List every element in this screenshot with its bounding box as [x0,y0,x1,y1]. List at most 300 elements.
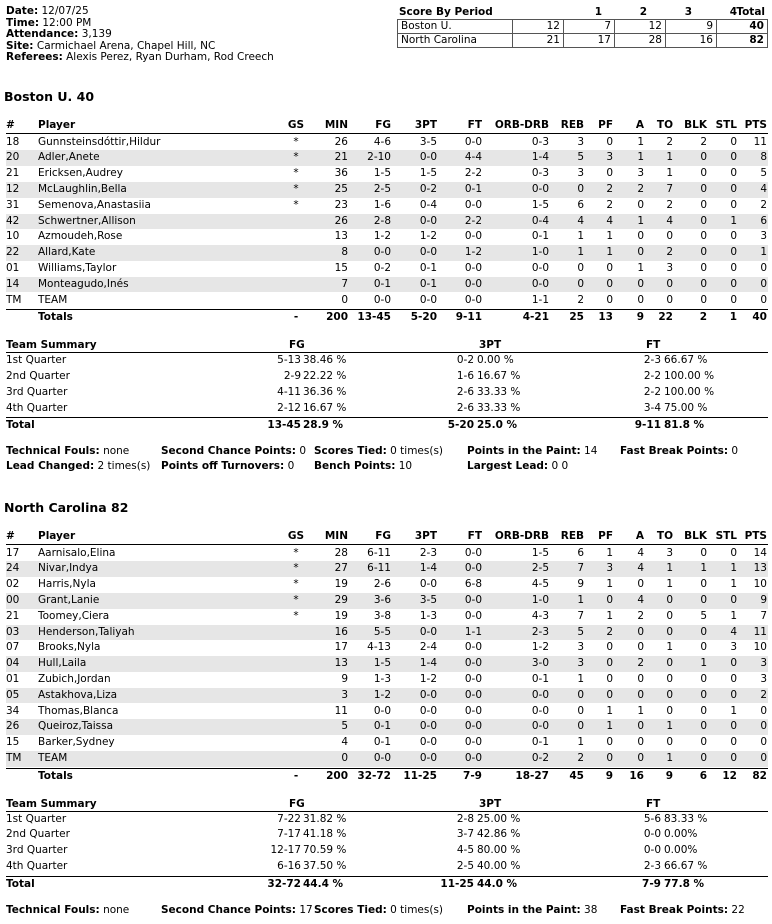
cell-blk: 0 [700,214,707,227]
cell-to: 2 [666,198,673,211]
cell-fg: 0-0 [373,246,391,259]
header-player: Player [38,530,76,542]
cell-num: 02 [6,578,20,591]
cell-pts: 10 [753,578,767,591]
cell-reb: 1 [577,593,584,606]
score-total: 40 [717,20,768,34]
cell-pf: 0 [606,293,613,306]
summary-tp: 2-5 [456,859,474,872]
cell-orb-drb: 0-1 [531,230,549,243]
misc-tied-label: Scores Tied: [314,903,387,916]
cell-num: TM [6,293,22,306]
cell-orb-drb: 3-0 [531,657,549,670]
quarter-row [6,859,768,875]
cell-blk: 1 [700,562,707,575]
cell-orb-drb: 0-0 [531,277,549,290]
cell-to: 3 [666,261,673,274]
cell-min: 19 [334,578,348,591]
misc-tech-label: Technical Fouls: [6,445,100,458]
misc-turnover [161,460,294,472]
cell-orb-drb: 0-0 [531,720,549,733]
cell-fg: 0-2 [373,261,391,274]
score-cell: 21 [513,34,564,48]
cell-pts: 7 [760,609,767,622]
cell-stl: 0 [730,720,737,733]
header-blk: BLK [684,119,707,131]
totals-row [6,309,768,326]
cell-pf: 0 [606,167,613,180]
player-row [6,751,768,767]
cell-fg: 3-6 [373,593,391,606]
cell-ft: 0-0 [464,198,482,211]
cell-a: 4 [637,546,644,559]
cell-num: 01 [6,261,20,274]
cell-pf: 1 [606,720,613,733]
header-to: TO [656,530,673,542]
misc-fast-value: 22 [731,903,745,916]
cell-stl: 0 [730,230,737,243]
cell-pf: 0 [606,135,613,148]
cell-pf: 0 [606,688,613,701]
cell-min: 15 [334,261,348,274]
cell-reb: 3 [577,641,584,654]
cell-reb: 0 [577,720,584,733]
cell-min: 200 [326,311,348,324]
summary-fgp: 16.67 % [303,401,347,414]
cell-num: 26 [6,720,20,733]
cell-reb: 4 [577,214,584,227]
header-stl: STL [715,530,737,542]
cell-pf: 2 [606,625,613,638]
cell-min: 9 [341,672,348,685]
cell-pts: 3 [760,657,767,670]
cell-fg: 1-2 [373,688,391,701]
header-ft: FT [467,119,482,131]
cell-a: 16 [629,769,644,782]
cell-orb-drb: 0-0 [531,261,549,274]
misc-tech-value: none [103,903,130,916]
header-player: Player [38,119,76,131]
cell-tpt: 0-0 [419,246,437,259]
summary-ftp: 77.8 % [664,877,705,890]
cell-gs: * [293,546,299,559]
cell-a: 2 [637,657,644,670]
cell-num: 03 [6,625,20,638]
cell-pts: 5 [760,167,767,180]
cell-a: 0 [637,751,644,764]
cell-to: 2 [666,135,673,148]
cell-num: 18 [6,135,20,148]
cell-reb: 1 [577,230,584,243]
summary-fg: 2-9 [283,369,301,382]
misc-lead-changed [6,460,150,472]
cell-to: 22 [658,311,673,324]
summary-3pt-header: 3PT [479,797,502,810]
cell-stl: 0 [730,167,737,180]
cell-orb-drb: 2-5 [531,562,549,575]
header-pts: PTS [744,530,767,542]
header-stl: STL [715,119,737,131]
cell-fg: 1-5 [373,167,391,180]
cell-stl: 4 [730,625,737,638]
summary-tp: 2-6 [456,401,474,414]
cell-ft: 0-0 [464,593,482,606]
cell-stl: 1 [730,609,737,622]
misc-tied [314,445,443,457]
summary-fg: 5-13 [277,354,301,367]
cell-a: 0 [637,720,644,733]
cell-min: 16 [334,625,348,638]
cell-to: 7 [666,182,673,195]
cell-a: 9 [636,311,644,324]
cell-gs: * [293,135,299,148]
cell-player: Nivar,Indya [38,562,99,575]
score-cell: 12 [513,20,564,34]
cell-reb: 2 [577,751,584,764]
cell-reb: 45 [569,769,584,782]
cell-min: 11 [334,704,348,717]
misc-second-value: 0 [299,445,306,458]
score-cell: 16 [666,34,717,48]
cell-fg: 0-1 [373,736,391,749]
header-gs: GS [287,119,305,131]
cell-stl: 1 [730,214,737,227]
cell-reb: 5 [577,151,584,164]
misc-tied-label: Scores Tied: [314,445,387,458]
cell-a: 4 [637,593,644,606]
cell-to: 1 [666,151,673,164]
score-by-period-title: Score By Period [399,6,493,18]
cell-pf: 2 [606,182,613,195]
player-row [6,277,768,293]
summary-fg: 7-22 [277,812,301,825]
cell-pts: 9 [760,593,767,606]
cell-a: 1 [637,214,644,227]
summary-ftp: 66.67 % [664,859,708,872]
summary-ft: 2-3 [643,859,661,872]
cell-tpt: 0-0 [419,293,437,306]
summary-ft: 2-2 [643,385,661,398]
misc-lead-changed-label: Lead Changed: [6,460,95,473]
cell-stl: 0 [730,293,737,306]
cell-min: 4 [341,736,348,749]
misc-bench-label: Bench Points: [314,460,396,473]
cell-stl: 0 [730,261,737,274]
cell-blk: 0 [700,293,707,306]
summary-ft: 3-4 [643,401,661,414]
cell-orb-drb: 1-4 [531,151,549,164]
summary-label: 1st Quarter [6,812,67,825]
cell-a: 3 [637,167,644,180]
cell-min: 13 [334,657,348,670]
cell-to: 1 [666,578,673,591]
summary-fg: 4-11 [277,385,301,398]
cell-min: 17 [334,641,348,654]
date-label: Date: [6,5,39,17]
cell-pf: 0 [606,736,613,749]
team-title: Boston U. 40 [4,89,95,104]
misc-paint-value: 38 [584,903,598,916]
cell-blk: 0 [700,704,707,717]
player-row [6,561,768,577]
cell-ft: 0-0 [464,562,482,575]
cell-fg: 0-0 [373,751,391,764]
summary-tpp: 33.33 % [477,385,521,398]
summary-tp: 4-5 [456,844,474,857]
cell-reb: 6 [577,546,584,559]
cell-a: 0 [637,672,644,685]
cell-min: 13 [334,230,348,243]
cell-orb-drb: 0-0 [531,704,549,717]
cell-tpt: 1-5 [419,167,437,180]
cell-min: 27 [334,562,348,575]
cell-min: 19 [334,609,348,622]
cell-to: 3 [666,546,673,559]
quarter-row [6,401,768,417]
header-ft: FT [467,530,482,542]
summary-ftp: 83.33 % [664,812,708,825]
misc-second [161,445,306,457]
cell-min: 3 [341,688,348,701]
summary-fgp: 41.18 % [303,828,347,841]
cell-tpt: 2-4 [419,641,437,654]
stat-header-row [6,118,768,134]
cell-pts: 4 [760,182,767,195]
summary-fgp: 38.46 % [303,354,347,367]
player-row [6,166,768,182]
summary-tpp: 42.86 % [477,828,521,841]
cell-ft: 0-0 [464,657,482,670]
cell-ft: 0-0 [464,672,482,685]
cell-ft: 0-0 [464,277,482,290]
score-by-period [397,6,768,48]
summary-ftp: 100.00 % [664,385,715,398]
summary-label: 2nd Quarter [6,828,70,841]
cell-num: 15 [6,736,20,749]
misc-tech-value: none [103,445,130,458]
misc-second-value: 17 [299,903,313,916]
summary-fg: 7-17 [277,828,301,841]
cell-pts: 10 [753,641,767,654]
summary-3pt-header: 3PT [479,339,502,352]
cell-fg: 2-5 [373,182,391,195]
player-row [6,609,768,625]
cell-gs: * [293,167,299,180]
cell-fg: 0-0 [373,293,391,306]
cell-pts: 0 [760,293,767,306]
cell-stl: 0 [730,151,737,164]
summary-ftp: 66.67 % [664,354,708,367]
cell-stl: 3 [730,641,737,654]
cell-a: 0 [637,198,644,211]
cell-reb: 0 [577,182,584,195]
summary-fg: 32-72 [267,877,301,890]
cell-reb: 0 [577,277,584,290]
summary-total-row [6,876,768,893]
score-team: North Carolina [398,34,513,48]
cell-ft: 0-0 [464,293,482,306]
cell-a: 0 [637,688,644,701]
cell-reb: 2 [577,293,584,306]
team-summary-header [6,797,768,812]
score-row [398,34,768,48]
quarter-row [6,385,768,401]
cell-gs: * [293,182,299,195]
cell-pts: 3 [760,672,767,685]
cell-reb: 1 [577,246,584,259]
cell-a: 1 [637,704,644,717]
cell-a: 0 [637,277,644,290]
header-fg: FG [375,530,391,542]
misc-paint-label: Points in the Paint: [467,903,581,916]
cell-num: 21 [6,167,20,180]
team-title: North Carolina 82 [4,500,129,515]
cell-ft: 0-0 [464,688,482,701]
cell-fg: 1-2 [373,230,391,243]
misc-paint [467,445,597,457]
cell-pf: 2 [606,198,613,211]
cell-pts: 11 [753,625,767,638]
summary-tpp: 16.67 % [477,369,521,382]
summary-ftp: 81.8 % [664,419,705,432]
cell-pts: 0 [760,277,767,290]
cell-num: 21 [6,609,20,622]
cell-to: 0 [666,277,673,290]
cell-min: 28 [334,546,348,559]
cell-pf: 0 [606,277,613,290]
cell-fg: 2-8 [373,214,391,227]
cell-min: 200 [326,769,348,782]
cell-stl: 0 [730,657,737,670]
cell-fg: 6-11 [367,562,391,575]
cell-player: Henderson,Taliyah [38,625,135,638]
header-tpt: 3PT [414,119,437,131]
summary-label: Total [6,877,35,890]
cell-orb-drb: 1-0 [531,246,549,259]
team-summary-header [6,338,768,353]
summary-label: 2nd Quarter [6,369,70,382]
player-row [6,577,768,593]
cell-reb: 7 [577,562,584,575]
cell-blk: 2 [700,135,707,148]
cell-a: 0 [637,246,644,259]
cell-stl: 0 [730,688,737,701]
cell-pf: 3 [606,151,613,164]
cell-tpt: 3-5 [419,135,437,148]
attendance-value: 3,139 [81,28,112,40]
cell-blk: 0 [700,641,707,654]
cell-orb-drb: 1-5 [531,546,549,559]
summary-tp: 11-25 [440,877,474,890]
misc-tech [6,445,129,457]
cell-orb-drb: 0-1 [531,672,549,685]
cell-to: 0 [666,672,673,685]
cell-blk: 0 [700,672,707,685]
cell-ft: 0-0 [464,546,482,559]
cell-player: Queiroz,Taissa [38,720,114,733]
cell-ft: 6-8 [464,578,482,591]
misc-fast-label: Fast Break Points: [620,903,729,916]
cell-fg: 13-45 [357,311,391,324]
cell-pts: 14 [753,546,767,559]
cell-pf: 0 [606,593,613,606]
cell-to: 1 [666,751,673,764]
cell-gs: * [293,198,299,211]
cell-stl: 0 [730,198,737,211]
cell-orb-drb: 18-27 [515,769,549,782]
cell-a: 2 [637,182,644,195]
cell-tpt: 0-0 [419,578,437,591]
header-pf: PF [598,119,613,131]
cell-a: 1 [637,261,644,274]
cell-orb-drb: 0-1 [531,736,549,749]
cell-orb-drb: 4-5 [531,578,549,591]
cell-player: Semenova,Anastasiia [38,198,151,211]
cell-blk: 0 [700,246,707,259]
cell-ft: 2-2 [464,214,482,227]
cell-min: 8 [341,246,348,259]
period-header: 4 [729,6,737,18]
summary-tp: 2-8 [456,812,474,825]
cell-orb-drb: 4-3 [531,609,549,622]
attendance-label: Attendance: [6,28,79,40]
cell-to: 0 [666,593,673,606]
time-value: 12:00 PM [42,16,92,29]
summary-fgp: 70.59 % [303,844,347,857]
cell-blk: 0 [700,751,707,764]
cell-pts: 1 [760,246,767,259]
player-row [6,640,768,656]
cell-reb: 5 [577,625,584,638]
misc-second-label: Second Chance Points: [161,445,296,458]
summary-fgp: 36.36 % [303,385,347,398]
summary-fg-header: FG [289,339,305,352]
cell-min: 21 [334,151,348,164]
cell-pts: 2 [760,688,767,701]
cell-blk: 0 [700,198,707,211]
cell-stl: 0 [730,751,737,764]
cell-pts: 2 [760,198,767,211]
period-header: 2 [639,6,647,18]
cell-reb: 6 [577,198,584,211]
cell-a: 0 [637,230,644,243]
summary-tp: 5-20 [447,419,474,432]
cell-stl: 1 [730,578,737,591]
player-row [6,688,768,704]
site-value: Carmichael Arena, Chapel Hill, NC [36,39,216,52]
summary-ft: 7-9 [642,877,661,890]
cell-orb-drb: 0-2 [531,751,549,764]
cell-to: 0 [666,688,673,701]
cell-player: Toomey,Ciera [38,609,110,622]
cell-num: 07 [6,641,20,654]
summary-label: 1st Quarter [6,354,67,367]
cell-tpt: 0-2 [419,182,437,195]
cell-num: 14 [6,277,20,290]
cell-orb-drb: 4-21 [522,311,549,324]
quarter-row [6,369,768,385]
summary-title: Team Summary [6,797,97,810]
cell-player: Thomas,Blanca [38,704,119,717]
cell-tpt: 0-0 [419,688,437,701]
header-reb: REB [560,119,584,131]
cell-min: 0 [341,293,348,306]
cell-num: 12 [6,182,20,195]
cell-tpt: 0-0 [419,720,437,733]
player-row [6,198,768,214]
cell-ft: 0-0 [464,230,482,243]
cell-tpt: 1-4 [419,657,437,670]
